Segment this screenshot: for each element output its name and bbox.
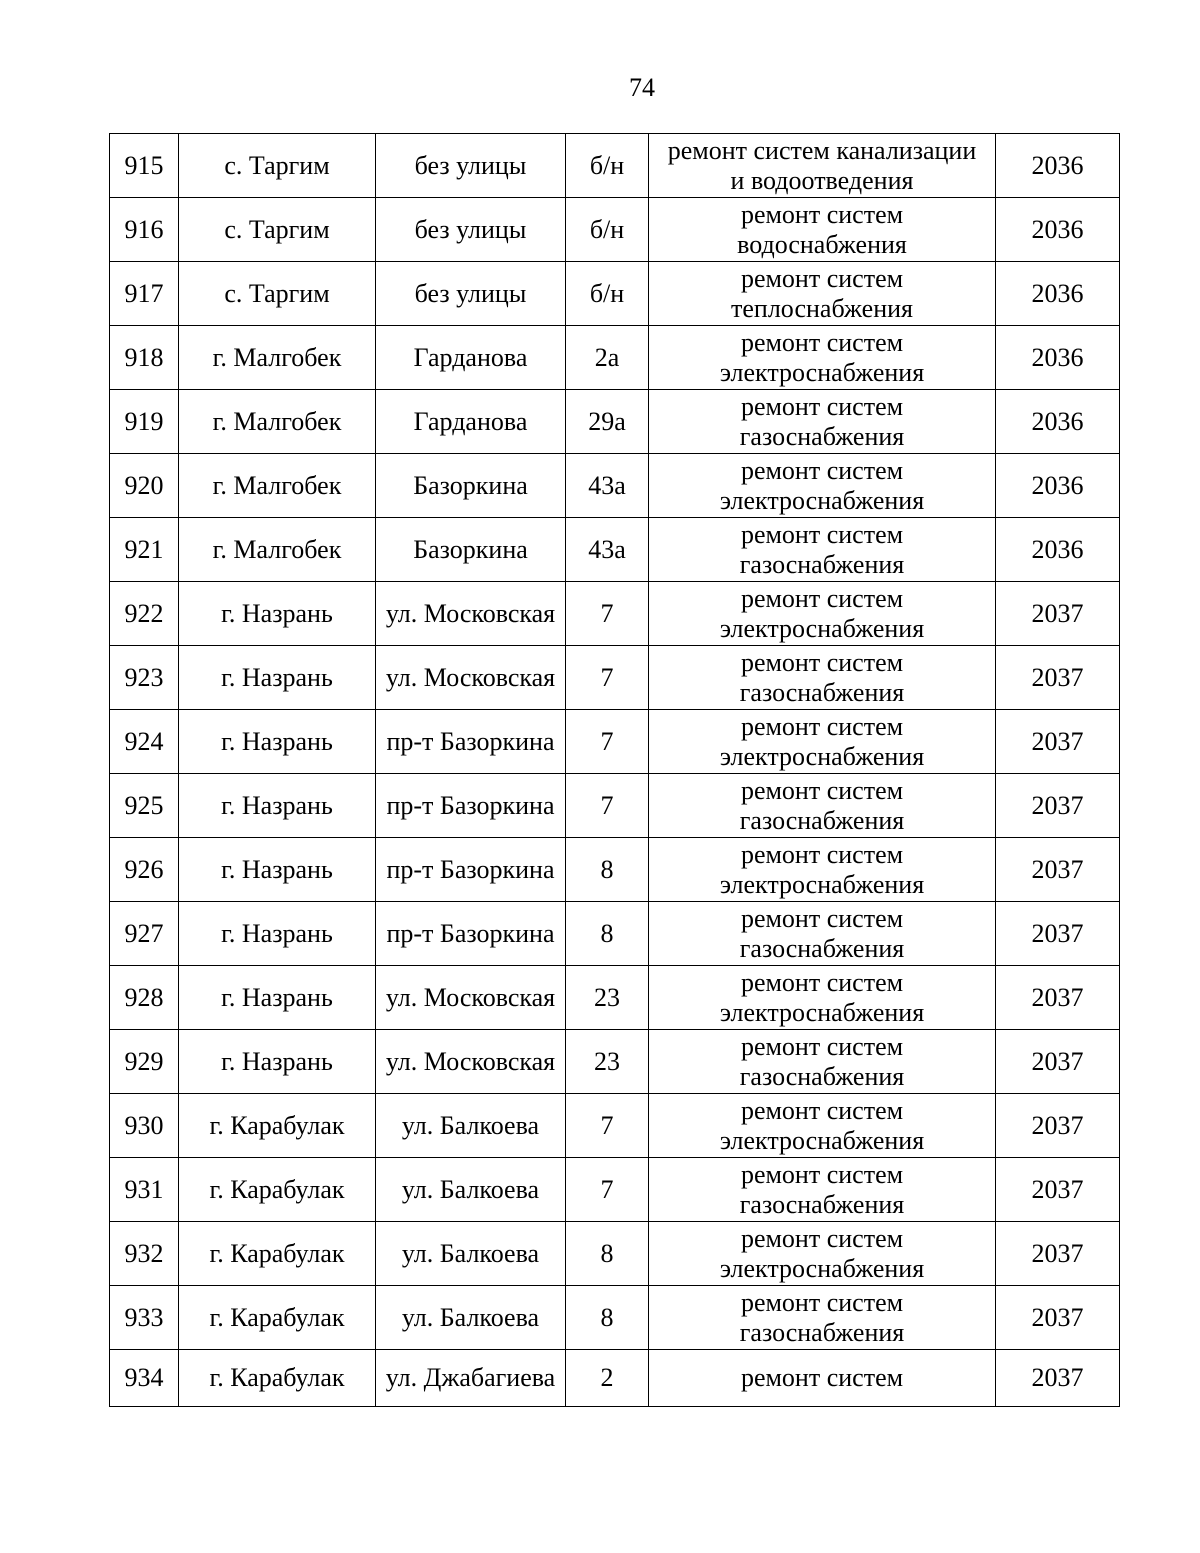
house-number-cell: 7 (566, 710, 649, 774)
year-cell: 2037 (996, 582, 1120, 646)
street-cell: ул. Московская (376, 966, 566, 1030)
house-number-cell: 2 (566, 1350, 649, 1407)
street-cell: ул. Балкоева (376, 1158, 566, 1222)
work-type-line: ремонт систем (740, 647, 904, 677)
work-type-line: ремонт систем (740, 263, 904, 293)
work-type-line: ремонт систем (740, 583, 904, 613)
street-cell: пр-т Базоркина (376, 774, 566, 838)
house-number-cell: 8 (566, 1286, 649, 1350)
table-row (110, 902, 1120, 966)
work-type-cell (649, 966, 996, 1030)
table-row (110, 966, 1120, 1030)
locality-cell: г. Назрань (179, 582, 376, 646)
work-type-line: ремонт систем (740, 1031, 904, 1061)
page-number: 74 (629, 73, 655, 102)
locality-cell: г. Карабулак (179, 1286, 376, 1350)
work-type-cell (649, 646, 996, 710)
work-type-line: электроснабжения (719, 997, 925, 1027)
locality-cell: г. Назрань (179, 1030, 376, 1094)
work-type-cell (649, 326, 996, 390)
year-cell: 2037 (996, 1350, 1120, 1407)
street-cell: Гарданова (376, 326, 566, 390)
work-type-line: ремонт систем канализации (667, 135, 977, 165)
table-row (110, 262, 1120, 326)
table-row (110, 326, 1120, 390)
locality-cell: г. Назрань (179, 902, 376, 966)
year-cell: 2037 (996, 1158, 1120, 1222)
year-cell: 2037 (996, 646, 1120, 710)
work-type-line: ремонт систем (740, 455, 904, 485)
work-type-line: теплоснабжения (731, 293, 913, 323)
house-number-cell: 29а (566, 390, 649, 454)
work-type-cell (649, 582, 996, 646)
table-row (110, 198, 1120, 262)
work-type-line: газоснабжения (739, 805, 905, 835)
locality-cell: г. Назрань (179, 774, 376, 838)
year-cell: 2036 (996, 262, 1120, 326)
year-cell: 2036 (996, 518, 1120, 582)
repair-schedule-table (109, 133, 1120, 1407)
work-type-line: газоснабжения (739, 1317, 905, 1347)
work-type-line: электроснабжения (719, 1125, 925, 1155)
house-number-cell: 7 (566, 1094, 649, 1158)
row-number-cell: 916 (110, 198, 179, 262)
house-number-cell: 2а (566, 326, 649, 390)
work-type-line: электроснабжения (719, 485, 925, 515)
locality-cell: г. Малгобек (179, 518, 376, 582)
work-type-line: электроснабжения (719, 1253, 925, 1283)
street-cell: пр-т Базоркина (376, 902, 566, 966)
work-type-cell (649, 518, 996, 582)
work-type-cell (649, 1094, 996, 1158)
year-cell: 2036 (996, 326, 1120, 390)
year-cell: 2037 (996, 902, 1120, 966)
row-number-cell: 925 (110, 774, 179, 838)
work-type-cell (649, 1030, 996, 1094)
table-row (110, 710, 1120, 774)
house-number-cell: б/н (566, 134, 649, 198)
row-number-cell: 928 (110, 966, 179, 1030)
work-type-cell (649, 774, 996, 838)
locality-cell: с. Таргим (179, 134, 376, 198)
year-cell: 2037 (996, 838, 1120, 902)
row-number-cell: 933 (110, 1286, 179, 1350)
row-number-cell: 921 (110, 518, 179, 582)
house-number-cell: 7 (566, 582, 649, 646)
work-type-line: газоснабжения (739, 933, 905, 963)
table-row (110, 774, 1120, 838)
work-type-cell (649, 902, 996, 966)
locality-cell: г. Карабулак (179, 1222, 376, 1286)
locality-cell: г. Назрань (179, 966, 376, 1030)
locality-cell: г. Назрань (179, 646, 376, 710)
row-number-cell: 919 (110, 390, 179, 454)
house-number-cell: 8 (566, 902, 649, 966)
house-number-cell: 8 (566, 1222, 649, 1286)
year-cell: 2037 (996, 1094, 1120, 1158)
table-row (110, 1350, 1120, 1407)
street-cell: ул. Балкоева (376, 1222, 566, 1286)
house-number-cell: 23 (566, 966, 649, 1030)
locality-cell: г. Малгобек (179, 390, 376, 454)
work-type-cell (649, 454, 996, 518)
work-type-line: ремонт систем (740, 519, 904, 549)
work-type-line: водоснабжения (737, 229, 907, 259)
year-cell: 2037 (996, 1222, 1120, 1286)
row-number-cell: 918 (110, 326, 179, 390)
work-type-line: ремонт систем (740, 1095, 904, 1125)
street-cell: пр-т Базоркина (376, 710, 566, 774)
house-number-cell: 7 (566, 646, 649, 710)
table-row (110, 134, 1120, 198)
work-type-line: ремонт систем (740, 1159, 904, 1189)
street-cell: ул. Московская (376, 582, 566, 646)
row-number-cell: 926 (110, 838, 179, 902)
work-type-line: электроснабжения (719, 869, 925, 899)
row-number-cell: 930 (110, 1094, 179, 1158)
work-type-line: электроснабжения (719, 357, 925, 387)
year-cell: 2036 (996, 454, 1120, 518)
table-row (110, 454, 1120, 518)
work-type-cell (649, 1286, 996, 1350)
work-type-line: газоснабжения (739, 677, 905, 707)
year-cell: 2037 (996, 774, 1120, 838)
row-number-cell: 932 (110, 1222, 179, 1286)
row-number-cell: 917 (110, 262, 179, 326)
work-type-cell (649, 838, 996, 902)
house-number-cell: 7 (566, 774, 649, 838)
work-type-line: ремонт систем (740, 391, 904, 421)
house-number-cell: 7 (566, 1158, 649, 1222)
house-number-cell: б/н (566, 262, 649, 326)
street-cell: без улицы (376, 198, 566, 262)
work-type-line: ремонт систем (740, 775, 904, 805)
work-type-line: ремонт систем (740, 199, 904, 229)
work-type-cell (649, 1158, 996, 1222)
table-row (110, 1222, 1120, 1286)
work-type-cell (649, 134, 996, 198)
locality-cell: г. Карабулак (179, 1094, 376, 1158)
year-cell: 2037 (996, 1030, 1120, 1094)
work-type-cell (649, 262, 996, 326)
locality-cell: г. Малгобек (179, 326, 376, 390)
work-type-cell (649, 710, 996, 774)
house-number-cell: 23 (566, 1030, 649, 1094)
locality-cell: с. Таргим (179, 198, 376, 262)
house-number-cell: 43а (566, 518, 649, 582)
year-cell: 2036 (996, 198, 1120, 262)
year-cell: 2036 (996, 134, 1120, 198)
table-row (110, 646, 1120, 710)
street-cell: ул. Московская (376, 1030, 566, 1094)
row-number-cell: 922 (110, 582, 179, 646)
work-type-cell (649, 1222, 996, 1286)
locality-cell: г. Карабулак (179, 1350, 376, 1407)
house-number-cell: 8 (566, 838, 649, 902)
year-cell: 2037 (996, 1286, 1120, 1350)
table-row (110, 1158, 1120, 1222)
street-cell: пр-т Базоркина (376, 838, 566, 902)
row-number-cell: 929 (110, 1030, 179, 1094)
street-cell: без улицы (376, 134, 566, 198)
table-row (110, 838, 1120, 902)
row-number-cell: 927 (110, 902, 179, 966)
locality-cell: г. Назрань (179, 838, 376, 902)
work-type-line: ремонт систем (740, 327, 904, 357)
locality-cell: г. Назрань (179, 710, 376, 774)
table-row (110, 518, 1120, 582)
street-cell: Гарданова (376, 390, 566, 454)
work-type-cell (649, 198, 996, 262)
row-number-cell: 915 (110, 134, 179, 198)
work-type-line: ремонт систем (740, 1363, 904, 1392)
work-type-line: электроснабжения (719, 741, 925, 771)
street-cell: Базоркина (376, 454, 566, 518)
table-body (110, 134, 1120, 1407)
row-number-cell: 934 (110, 1350, 179, 1407)
house-number-cell: 43а (566, 454, 649, 518)
year-cell: 2036 (996, 390, 1120, 454)
work-type-cell (649, 1350, 996, 1407)
year-cell: 2037 (996, 966, 1120, 1030)
work-type-line: ремонт систем (740, 967, 904, 997)
table-row (110, 1094, 1120, 1158)
work-type-line: и водоотведения (730, 165, 914, 195)
street-cell: ул. Московская (376, 646, 566, 710)
year-cell: 2037 (996, 710, 1120, 774)
table-row (110, 582, 1120, 646)
locality-cell: г. Малгобек (179, 454, 376, 518)
street-cell: ул. Балкоева (376, 1286, 566, 1350)
table-row (110, 1030, 1120, 1094)
work-type-cell (649, 390, 996, 454)
street-cell: Базоркина (376, 518, 566, 582)
street-cell: ул. Джабагиева (376, 1350, 566, 1407)
work-type-line: ремонт систем (740, 903, 904, 933)
row-number-cell: 931 (110, 1158, 179, 1222)
street-cell: ул. Балкоева (376, 1094, 566, 1158)
work-type-line: газоснабжения (739, 1189, 905, 1219)
table-row (110, 390, 1120, 454)
table-row (110, 1286, 1120, 1350)
work-type-line: газоснабжения (739, 1061, 905, 1091)
locality-cell: г. Карабулак (179, 1158, 376, 1222)
locality-cell: с. Таргим (179, 262, 376, 326)
street-cell: без улицы (376, 262, 566, 326)
row-number-cell: 923 (110, 646, 179, 710)
work-type-line: газоснабжения (739, 421, 905, 451)
row-number-cell: 924 (110, 710, 179, 774)
house-number-cell: б/н (566, 198, 649, 262)
row-number-cell: 920 (110, 454, 179, 518)
work-type-line: ремонт систем (740, 1223, 904, 1253)
work-type-line: ремонт систем (740, 711, 904, 741)
work-type-line: ремонт систем (740, 839, 904, 869)
work-type-line: электроснабжения (719, 613, 925, 643)
work-type-line: газоснабжения (739, 549, 905, 579)
work-type-line: ремонт систем (740, 1287, 904, 1317)
